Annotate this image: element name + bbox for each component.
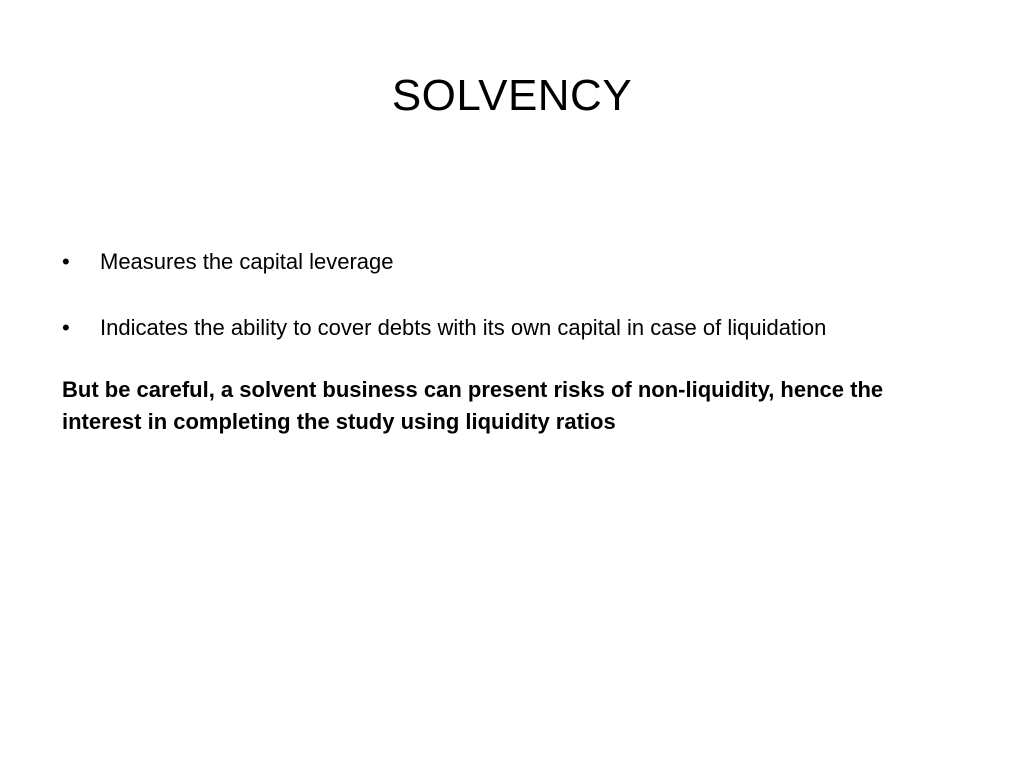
bullet-text: Measures the capital leverage [100,249,394,274]
bullet-list [62,246,942,344]
bullet-item [62,246,942,278]
bullet-text: Indicates the ability to cover debts with its own capital in case of liquidation [100,315,827,340]
warning-note: But be careful, a solvent business can present risks of non-liquidity, hence the interest in completing the study using liquidity ratios [62,377,884,434]
slide-body [62,246,942,438]
bullet-marker: • [62,315,70,340]
bullet-item [62,312,942,344]
bullet-marker: • [62,249,70,274]
slide-title: SOLVENCY [391,71,633,120]
